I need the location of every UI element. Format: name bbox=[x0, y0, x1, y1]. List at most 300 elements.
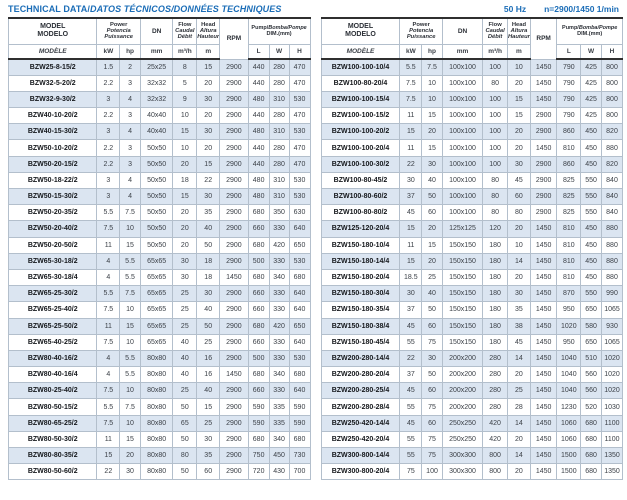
value-cell: 1450 bbox=[220, 367, 249, 383]
value-cell: 100x100 bbox=[442, 124, 482, 140]
value-cell: 40 bbox=[422, 286, 443, 302]
value-cell: 440 bbox=[248, 108, 269, 124]
value-cell: 880 bbox=[602, 221, 623, 237]
value-cell: 660 bbox=[248, 334, 269, 350]
value-cell: 45 bbox=[507, 334, 530, 350]
value-cell: 2900 bbox=[220, 286, 249, 302]
value-cell: 5.5 bbox=[97, 399, 120, 415]
speed-label: n=2900/1450 1/min bbox=[544, 4, 619, 14]
value-cell: 680 bbox=[248, 205, 269, 221]
value-cell: 470 bbox=[289, 59, 310, 75]
value-cell: 15 bbox=[120, 318, 141, 334]
value-cell: 75 bbox=[422, 399, 443, 415]
tables-container bbox=[0, 17, 627, 480]
value-cell: 480 bbox=[248, 91, 269, 107]
value-cell: 1065 bbox=[602, 334, 623, 350]
value-cell: 950 bbox=[557, 334, 581, 350]
table-row bbox=[9, 75, 311, 91]
value-cell: 2900 bbox=[220, 156, 249, 172]
value-cell: 5.5 bbox=[120, 269, 141, 285]
value-cell: 75 bbox=[400, 464, 422, 480]
value-cell: 300x300 bbox=[442, 448, 482, 464]
left-table-header bbox=[9, 18, 311, 59]
value-cell: 30 bbox=[197, 91, 220, 107]
value-cell: 10 bbox=[422, 75, 443, 91]
value-cell: 80 bbox=[483, 75, 508, 91]
value-cell: 450 bbox=[581, 253, 602, 269]
value-cell: 15 bbox=[400, 124, 422, 140]
value-cell: 5.5 bbox=[97, 205, 120, 221]
value-cell: 520 bbox=[581, 399, 602, 415]
col-header-flow: Flow Caudal Débit bbox=[173, 18, 197, 44]
value-cell: 800 bbox=[602, 75, 623, 91]
value-cell: 50x50 bbox=[140, 189, 173, 205]
unit-w: W bbox=[581, 44, 602, 59]
value-cell: 25 bbox=[507, 383, 530, 399]
value-cell: 15 bbox=[197, 399, 220, 415]
value-cell: 1450 bbox=[530, 269, 557, 285]
value-cell: 840 bbox=[602, 205, 623, 221]
model-cell: BZW65-25-30/2 bbox=[9, 286, 97, 302]
value-cell: 20 bbox=[507, 464, 530, 480]
model-cell: BZW65-30-18/2 bbox=[9, 253, 97, 269]
model-cell: BZW80-50-60/2 bbox=[9, 464, 97, 480]
value-cell: 1450 bbox=[530, 286, 557, 302]
value-cell: 180 bbox=[483, 334, 508, 350]
model-cell: BZW50-20-15/2 bbox=[9, 156, 97, 172]
value-cell: 820 bbox=[602, 156, 623, 172]
value-cell: 2900 bbox=[220, 431, 249, 447]
value-cell: 7.5 bbox=[97, 383, 120, 399]
value-cell: 20 bbox=[120, 448, 141, 464]
value-cell: 11 bbox=[400, 108, 422, 124]
value-cell: 60 bbox=[422, 318, 443, 334]
value-cell: 870 bbox=[557, 286, 581, 302]
unit-hp: hp bbox=[422, 44, 443, 59]
value-cell: 810 bbox=[557, 253, 581, 269]
page-title bbox=[8, 4, 282, 14]
model-cell: BZW150-180-45/4 bbox=[321, 334, 400, 350]
model-cell: BZW80-40-16/4 bbox=[9, 367, 97, 383]
table-row bbox=[321, 253, 623, 269]
value-cell: 1020 bbox=[557, 318, 581, 334]
model-cell: BZW65-25-40/2 bbox=[9, 302, 97, 318]
value-cell: 680 bbox=[248, 318, 269, 334]
col-header-head: Head Altura Hauteur bbox=[197, 18, 220, 44]
value-cell: 100x100 bbox=[442, 75, 482, 91]
table-row bbox=[9, 415, 311, 431]
value-cell: 60 bbox=[507, 189, 530, 205]
value-cell: 50x50 bbox=[140, 140, 173, 156]
value-cell: 7.5 bbox=[97, 334, 120, 350]
value-cell: 2900 bbox=[530, 172, 557, 188]
right-table-body bbox=[321, 59, 623, 480]
model-cell: BZW300-800-14/4 bbox=[321, 448, 400, 464]
value-cell: 650 bbox=[289, 237, 310, 253]
value-cell: 75 bbox=[422, 448, 443, 464]
value-cell: 8 bbox=[173, 59, 197, 75]
value-cell: 55 bbox=[400, 448, 422, 464]
value-cell: 530 bbox=[289, 189, 310, 205]
value-cell: 425 bbox=[581, 108, 602, 124]
col-header-modele: MODÈLE bbox=[9, 44, 97, 59]
value-cell: 1450 bbox=[530, 140, 557, 156]
value-cell: 65 bbox=[173, 415, 197, 431]
value-cell: 790 bbox=[557, 108, 581, 124]
value-cell: 10 bbox=[173, 108, 197, 124]
model-cell: BZW50-10-20/2 bbox=[9, 140, 97, 156]
table-row bbox=[9, 302, 311, 318]
value-cell: 1500 bbox=[557, 464, 581, 480]
value-cell: 650 bbox=[289, 318, 310, 334]
value-cell: 80x80 bbox=[140, 383, 173, 399]
value-cell: 280 bbox=[269, 59, 289, 75]
value-cell: 45 bbox=[507, 172, 530, 188]
value-cell: 1020 bbox=[602, 367, 623, 383]
value-cell: 150x150 bbox=[442, 334, 482, 350]
table-row bbox=[9, 431, 311, 447]
value-cell: 1040 bbox=[557, 350, 581, 366]
value-cell: 60 bbox=[422, 415, 443, 431]
value-cell: 1450 bbox=[530, 253, 557, 269]
value-cell: 15 bbox=[422, 140, 443, 156]
value-cell: 3 bbox=[120, 108, 141, 124]
value-cell: 420 bbox=[483, 431, 508, 447]
value-cell: 2900 bbox=[220, 464, 249, 480]
value-cell: 420 bbox=[483, 415, 508, 431]
page-title-main: TECHNICAL DATA/ bbox=[8, 4, 90, 14]
model-cell: BZW150-180-38/4 bbox=[321, 318, 400, 334]
model-cell: BZW50-15-30/2 bbox=[9, 189, 97, 205]
model-cell: BZW200-280-20/4 bbox=[321, 367, 400, 383]
value-cell: 2900 bbox=[220, 140, 249, 156]
value-cell: 30 bbox=[197, 431, 220, 447]
model-cell: BZW40-15-30/2 bbox=[9, 124, 97, 140]
value-cell: 530 bbox=[289, 253, 310, 269]
value-cell: 470 bbox=[289, 75, 310, 91]
value-cell: 990 bbox=[602, 286, 623, 302]
value-cell: 100 bbox=[483, 156, 508, 172]
value-cell: 950 bbox=[557, 302, 581, 318]
table-row bbox=[321, 140, 623, 156]
value-cell: 590 bbox=[289, 415, 310, 431]
value-cell: 28 bbox=[507, 399, 530, 415]
value-cell: 100x100 bbox=[442, 172, 482, 188]
value-cell: 20 bbox=[507, 221, 530, 237]
value-cell: 680 bbox=[248, 237, 269, 253]
value-cell: 30 bbox=[422, 156, 443, 172]
value-cell: 250x250 bbox=[442, 415, 482, 431]
value-cell: 15 bbox=[400, 221, 422, 237]
value-cell: 60 bbox=[422, 383, 443, 399]
value-cell: 2900 bbox=[530, 156, 557, 172]
value-cell: 30 bbox=[120, 464, 141, 480]
value-cell: 2900 bbox=[220, 172, 249, 188]
value-cell: 1450 bbox=[530, 59, 557, 75]
value-cell: 800 bbox=[602, 108, 623, 124]
value-cell: 50 bbox=[422, 367, 443, 383]
model-cell: BZW80-80-35/2 bbox=[9, 448, 97, 464]
unit-mm: mm bbox=[140, 44, 173, 59]
col-header-model: MODEL MODELO bbox=[9, 18, 97, 44]
value-cell: 25 bbox=[197, 334, 220, 350]
value-cell: 180 bbox=[483, 318, 508, 334]
value-cell: 50x50 bbox=[140, 172, 173, 188]
value-cell: 5.5 bbox=[120, 253, 141, 269]
value-cell: 430 bbox=[269, 464, 289, 480]
value-cell: 65x65 bbox=[140, 302, 173, 318]
value-cell: 590 bbox=[289, 399, 310, 415]
model-cell: BZW65-40-25/2 bbox=[9, 334, 97, 350]
value-cell: 650 bbox=[581, 302, 602, 318]
table-row bbox=[9, 269, 311, 285]
value-cell: 1450 bbox=[530, 221, 557, 237]
model-cell: BZW25-8-15/2 bbox=[9, 59, 97, 75]
table-row bbox=[321, 205, 623, 221]
value-cell: 680 bbox=[289, 269, 310, 285]
value-cell: 450 bbox=[581, 140, 602, 156]
value-cell: 330 bbox=[269, 334, 289, 350]
model-cell: BZW80-65-25/2 bbox=[9, 415, 97, 431]
table-row bbox=[9, 59, 311, 75]
value-cell: 2900 bbox=[220, 221, 249, 237]
value-cell: 4 bbox=[120, 189, 141, 205]
value-cell: 450 bbox=[269, 448, 289, 464]
value-cell: 330 bbox=[269, 221, 289, 237]
value-cell: 4 bbox=[97, 350, 120, 366]
value-cell: 2900 bbox=[220, 108, 249, 124]
model-cell: BZW200-280-25/4 bbox=[321, 383, 400, 399]
value-cell: 22 bbox=[400, 156, 422, 172]
value-cell: 2900 bbox=[220, 91, 249, 107]
model-cell: BZW100-100-20/4 bbox=[321, 140, 400, 156]
value-cell: 800 bbox=[602, 59, 623, 75]
value-cell: 80 bbox=[173, 448, 197, 464]
value-cell: 2900 bbox=[220, 237, 249, 253]
table-row bbox=[321, 318, 623, 334]
value-cell: 200x200 bbox=[442, 399, 482, 415]
value-cell: 50 bbox=[173, 431, 197, 447]
value-cell: 50 bbox=[197, 237, 220, 253]
value-cell: 440 bbox=[248, 59, 269, 75]
value-cell: 1450 bbox=[530, 350, 557, 366]
value-cell: 425 bbox=[581, 75, 602, 91]
unit-mm: mm bbox=[442, 44, 482, 59]
table-row bbox=[321, 124, 623, 140]
value-cell: 450 bbox=[581, 156, 602, 172]
value-cell: 15 bbox=[173, 124, 197, 140]
value-cell: 30 bbox=[507, 286, 530, 302]
value-cell: 470 bbox=[289, 156, 310, 172]
value-cell: 16 bbox=[197, 350, 220, 366]
value-cell: 15 bbox=[422, 108, 443, 124]
value-cell: 470 bbox=[289, 108, 310, 124]
value-cell: 16 bbox=[197, 367, 220, 383]
value-cell: 30 bbox=[197, 124, 220, 140]
table-row bbox=[321, 75, 623, 91]
value-cell: 10 bbox=[120, 415, 141, 431]
value-cell: 30 bbox=[400, 172, 422, 188]
value-cell: 100 bbox=[483, 140, 508, 156]
value-cell: 150x150 bbox=[442, 286, 482, 302]
value-cell: 180 bbox=[483, 253, 508, 269]
value-cell: 7.5 bbox=[97, 221, 120, 237]
table-row bbox=[9, 189, 311, 205]
value-cell: 11 bbox=[97, 237, 120, 253]
value-cell: 5 bbox=[173, 75, 197, 91]
value-cell: 11 bbox=[97, 431, 120, 447]
page-title-intl: DATOS TÉCNICOS/DONNÉES TECHNIQUES bbox=[90, 4, 282, 14]
left-table-body bbox=[9, 59, 311, 480]
model-cell: BZW150-180-20/4 bbox=[321, 269, 400, 285]
value-cell: 15 bbox=[507, 91, 530, 107]
value-cell: 7.5 bbox=[120, 286, 141, 302]
model-cell: BZW200-280-14/4 bbox=[321, 350, 400, 366]
value-cell: 30 bbox=[173, 253, 197, 269]
table-row bbox=[321, 302, 623, 318]
value-cell: 40x40 bbox=[140, 108, 173, 124]
value-cell: 880 bbox=[602, 269, 623, 285]
value-cell: 1350 bbox=[602, 464, 623, 480]
unit-hp: hp bbox=[120, 44, 141, 59]
value-cell: 100x100 bbox=[442, 108, 482, 124]
value-cell: 630 bbox=[289, 205, 310, 221]
value-cell: 11 bbox=[97, 318, 120, 334]
value-cell: 450 bbox=[581, 124, 602, 140]
value-cell: 150x150 bbox=[442, 318, 482, 334]
value-cell: 680 bbox=[248, 269, 269, 285]
value-cell: 80x80 bbox=[140, 350, 173, 366]
value-cell: 50 bbox=[197, 318, 220, 334]
value-cell: 11 bbox=[400, 237, 422, 253]
model-cell: BZW100-100-15/2 bbox=[321, 108, 400, 124]
value-cell: 150x150 bbox=[442, 302, 482, 318]
value-cell: 680 bbox=[581, 431, 602, 447]
value-cell: 15 bbox=[173, 189, 197, 205]
value-cell: 1450 bbox=[530, 334, 557, 350]
value-cell: 4 bbox=[97, 253, 120, 269]
value-cell: 3 bbox=[120, 75, 141, 91]
value-cell: 2900 bbox=[220, 189, 249, 205]
value-cell: 550 bbox=[581, 205, 602, 221]
value-cell: 330 bbox=[269, 286, 289, 302]
value-cell: 20 bbox=[197, 108, 220, 124]
value-cell: 7.5 bbox=[97, 415, 120, 431]
value-cell: 1450 bbox=[530, 383, 557, 399]
frequency-speed-info bbox=[504, 4, 619, 14]
table-row bbox=[321, 399, 623, 415]
table-row bbox=[9, 221, 311, 237]
value-cell: 1100 bbox=[602, 431, 623, 447]
table-row bbox=[9, 91, 311, 107]
value-cell: 590 bbox=[248, 399, 269, 415]
model-cell: BZW100-80-45/2 bbox=[321, 172, 400, 188]
value-cell: 1450 bbox=[530, 399, 557, 415]
value-cell: 20 bbox=[507, 431, 530, 447]
value-cell: 1230 bbox=[557, 399, 581, 415]
value-cell: 550 bbox=[581, 172, 602, 188]
model-cell: BZW250-420-14/4 bbox=[321, 415, 400, 431]
value-cell: 800 bbox=[483, 464, 508, 480]
model-cell: BZW100-80-60/2 bbox=[321, 189, 400, 205]
table-row bbox=[321, 383, 623, 399]
value-cell: 530 bbox=[289, 350, 310, 366]
value-cell: 2900 bbox=[220, 59, 249, 75]
value-cell: 180 bbox=[483, 269, 508, 285]
value-cell: 20 bbox=[422, 221, 443, 237]
value-cell: 1450 bbox=[220, 269, 249, 285]
value-cell: 660 bbox=[248, 302, 269, 318]
value-cell: 580 bbox=[581, 318, 602, 334]
value-cell: 480 bbox=[248, 172, 269, 188]
value-cell: 200x200 bbox=[442, 350, 482, 366]
col-header-pump-dim: Pump/Bomba/Pompe DIM.(mm) bbox=[557, 18, 623, 44]
value-cell: 250x250 bbox=[442, 431, 482, 447]
value-cell: 80 bbox=[483, 189, 508, 205]
value-cell: 30 bbox=[173, 269, 197, 285]
value-cell: 60 bbox=[422, 205, 443, 221]
value-cell: 100x100 bbox=[442, 140, 482, 156]
value-cell: 810 bbox=[557, 140, 581, 156]
model-cell: BZW32-5-20/2 bbox=[9, 75, 97, 91]
value-cell: 100 bbox=[483, 124, 508, 140]
table-row bbox=[321, 156, 623, 172]
value-cell: 9 bbox=[173, 91, 197, 107]
value-cell: 340 bbox=[269, 431, 289, 447]
value-cell: 810 bbox=[557, 237, 581, 253]
table-row bbox=[321, 269, 623, 285]
table-row bbox=[9, 205, 311, 221]
value-cell: 150x150 bbox=[442, 269, 482, 285]
value-cell: 22 bbox=[197, 172, 220, 188]
value-cell: 440 bbox=[248, 75, 269, 91]
value-cell: 480 bbox=[248, 189, 269, 205]
value-cell: 700 bbox=[289, 464, 310, 480]
value-cell: 40 bbox=[173, 334, 197, 350]
value-cell: 20 bbox=[507, 140, 530, 156]
value-cell: 1060 bbox=[557, 415, 581, 431]
value-cell: 20 bbox=[173, 237, 197, 253]
value-cell: 310 bbox=[269, 172, 289, 188]
model-cell: BZW80-25-40/2 bbox=[9, 383, 97, 399]
value-cell: 100 bbox=[483, 59, 508, 75]
value-cell: 640 bbox=[289, 383, 310, 399]
model-cell: BZW100-100-20/2 bbox=[321, 124, 400, 140]
value-cell: 340 bbox=[269, 367, 289, 383]
value-cell: 15 bbox=[400, 253, 422, 269]
value-cell: 280 bbox=[269, 156, 289, 172]
table-row bbox=[9, 464, 311, 480]
value-cell: 880 bbox=[602, 237, 623, 253]
value-cell: 2900 bbox=[220, 124, 249, 140]
table-row bbox=[9, 448, 311, 464]
value-cell: 120 bbox=[483, 221, 508, 237]
value-cell: 30 bbox=[197, 189, 220, 205]
table-row bbox=[321, 464, 623, 480]
value-cell: 810 bbox=[557, 221, 581, 237]
value-cell: 40 bbox=[197, 221, 220, 237]
table-row bbox=[321, 189, 623, 205]
value-cell: 18 bbox=[197, 269, 220, 285]
table-row bbox=[321, 91, 623, 107]
value-cell: 25 bbox=[422, 269, 443, 285]
value-cell: 810 bbox=[557, 269, 581, 285]
value-cell: 14 bbox=[507, 350, 530, 366]
value-cell: 2900 bbox=[220, 383, 249, 399]
table-row bbox=[321, 221, 623, 237]
table-row bbox=[321, 431, 623, 447]
value-cell: 660 bbox=[248, 286, 269, 302]
